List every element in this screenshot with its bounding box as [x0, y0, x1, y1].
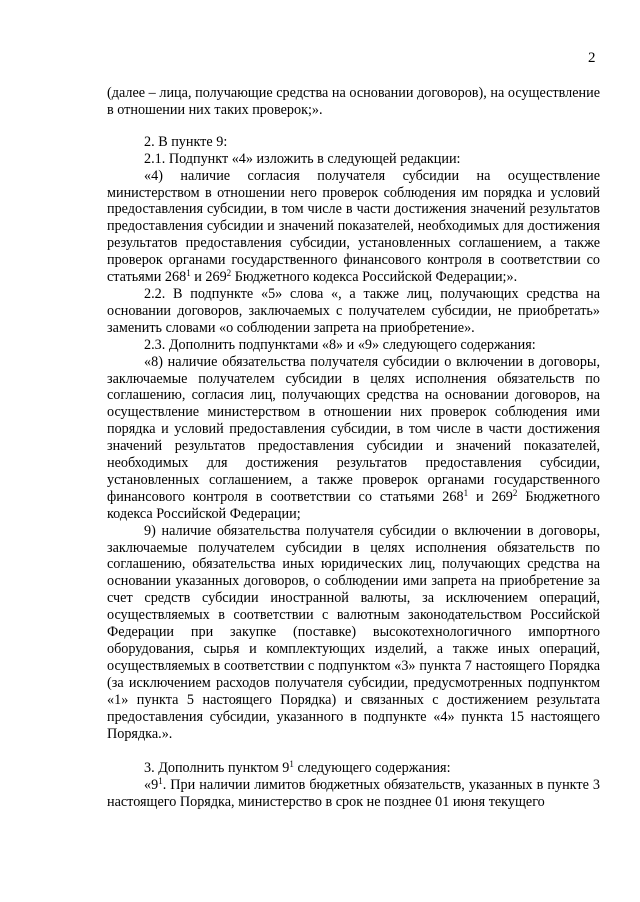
- paragraph-subitem-9: 9) наличие обязательства получателя субсидии о включении в договоры, заключаемые получателем субсидии в целях исполнения обязательств по соглашению, обязательства иных юридических лиц, получающих средства на основании указанных договоров, о соблюдении ими запрета на приобретение за счет средств субсидии иностранной валюты, за исключением операций, осуществляемых в соответствии с валютным законодательством Российской Федерации при закупке (поставке) высокотехнологичного импортного оборудования, сырья и комплектующих изделий, а также иных операций, осуществляемых в соответствии с подпунктом «3» пункта 7 настоящего Порядка (за исключением расходов получателя субсидии, предусмотренных подпунктом «1» пункта 5 настоящего Порядка) и связанных с достижением результата предоставления субсидии, указанного в подпункте «4» пункта 15 настоящего Порядка.».: [107, 522, 600, 742]
- subitem-8-text: «8) наличие обязательства получателя субсидии о включении в договоры, заключаемые получателем субсидии в целях исполнения обязательств по соглашению, согласия лиц, получающих средства на основании договоров, на осуществление министерством в отношении них проверок соблюдения ими порядка и условий предоставления субсидии, в том числе в части достижения значений результатов предоставления субсидии и значений показателей, необходимых для достижения результатов предоставления субсидии, установленных соглашением, а также проверок органами государственного финансового контроля в соответствии со статьями 268: [107, 353, 600, 505]
- paragraph-subitem-4: [107, 168, 600, 286]
- item-9-1-text: «9: [144, 777, 159, 794]
- page-number: 2: [588, 50, 596, 66]
- superscript: 1: [186, 268, 191, 279]
- subitem-4-text: «4) наличие согласия получателя субсидии на осуществление министерством в отношении него проверок соблюдения им порядка и условий предоставления субсидии, в том числе в части достижения значений результатов предоставления субсидии и значений показателей, необходимых для достижения результатов предоставления субсидии, установленных соглашением, а также проверок органами государственного финансового контроля в соответствии со статьями 268: [107, 167, 600, 286]
- paragraph-continuation: (далее – лица, получающие средства на основании договоров), на осуществление в отношении них таких проверок;».: [107, 85, 600, 118]
- subitem-4-text-2: и 269: [190, 269, 227, 286]
- paragraph-item-2-2: 2.2. В подпункте «5» слова «, а также лиц, получающих средства на основании договоров, заключаемых с получателем субсидии, не приобретать» заменить словами «о соблюдении запрета на приобретение».: [107, 285, 600, 336]
- superscript: 2: [226, 268, 232, 279]
- superscript: 1: [463, 487, 469, 498]
- paragraph-subitem-8: [107, 354, 600, 523]
- document-body: [107, 85, 600, 811]
- subitem-8-text-2: и 269: [468, 488, 513, 505]
- superscript: 1: [158, 776, 163, 787]
- subitem-4-text-3: Бюджетного кодекса Российской Федерации;».: [231, 269, 518, 286]
- superscript: 2: [512, 487, 518, 498]
- item-3-text: 3. Дополнить пунктом 9: [144, 760, 290, 777]
- item-3-text-2: следующего содержания:: [293, 760, 451, 777]
- subitem-8-text-3: Бюджетного кодекса Российской Федерации;: [107, 488, 600, 522]
- paragraph-item-9-1: [107, 777, 600, 811]
- superscript: 1: [289, 759, 294, 770]
- paragraph-item-2: 2. В пункте 9:: [144, 133, 228, 150]
- paragraph-item-2-3: 2.3. Дополнить подпунктами «8» и «9» следующего содержания:: [144, 336, 536, 353]
- paragraph-item-2-1: 2.1. Подпункт «4» изложить в следующей редакции:: [144, 150, 461, 167]
- paragraph-item-3: [107, 760, 600, 777]
- item-9-1-text-2: . При наличии лимитов бюджетных обязательств, указанных в пункте 3 настоящего Порядка, министерство в срок не позднее 01 июня текущего: [107, 777, 600, 811]
